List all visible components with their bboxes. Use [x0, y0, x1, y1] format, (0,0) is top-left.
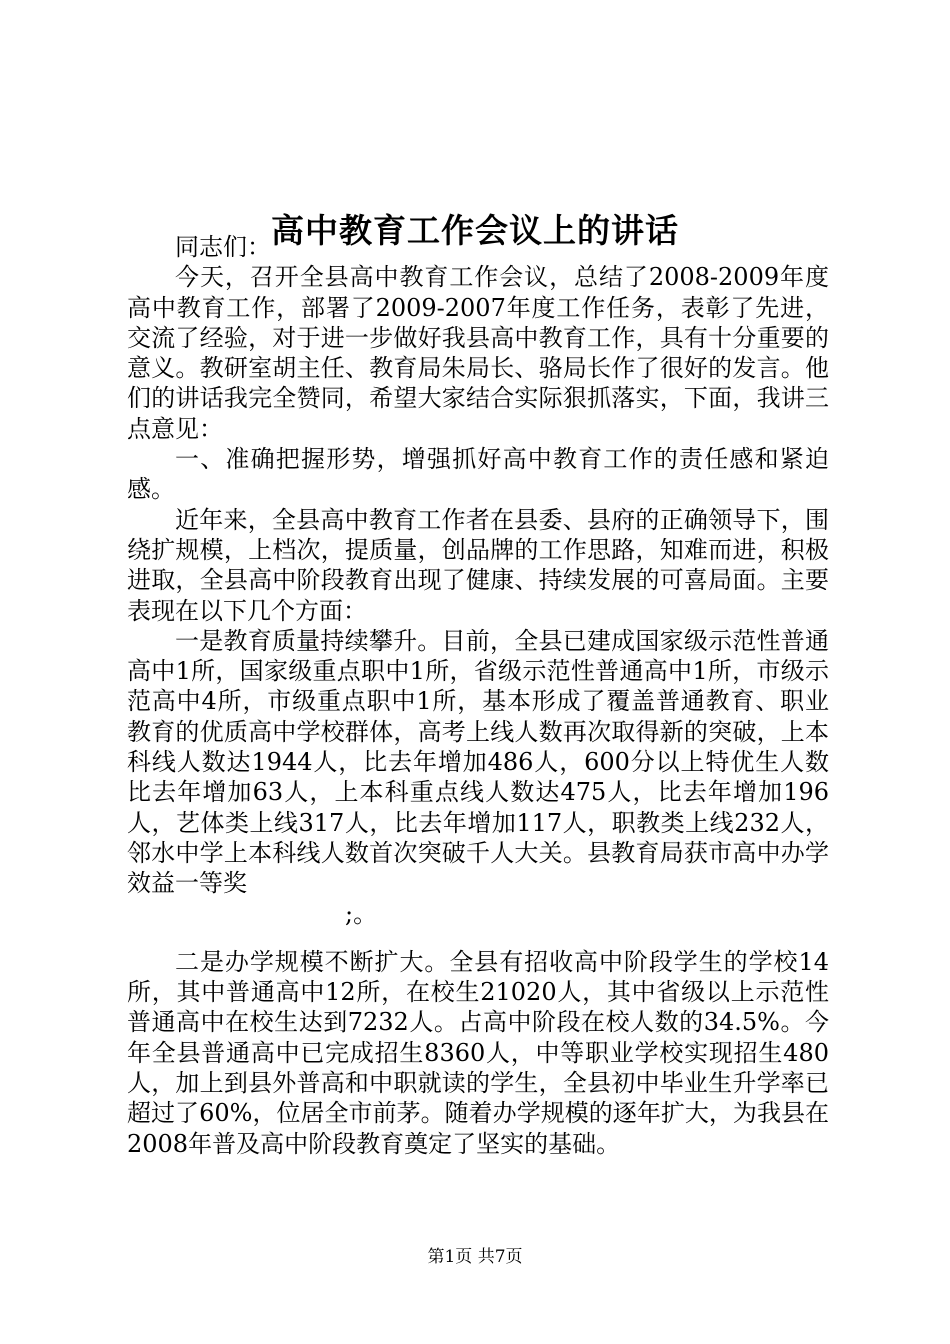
salutation-paragraph: 同志们：	[175, 233, 271, 261]
document-title: 高中教育工作会议上的讲话	[271, 211, 679, 251]
document-body	[127, 232, 829, 1159]
section-heading-1: 一、准确把握形势，增强抓好高中教育工作的责任感和紧迫感。	[127, 445, 829, 504]
opening-paragraph: 今天，召开全县高中教育工作会议，总结了2008-2009年度高中教育工作，部署了2009-2007年度工作任务，表彰了先进，交流了经验，对于进一步做好我县高中教育工作，具有十分重要的意义。教研室胡主任、教育局朱局长、骆局长作了很好的发言。他们的讲话我完全赞同，希望大家结合实际狠抓落实，下面，我讲三点意见：	[127, 263, 829, 443]
scale-paragraph: 二是办学规模不断扩大。全县有招收高中阶段学生的学校14所，其中普通高中12所，在校生21020人，其中省级以上示范性普通高中在校生达到7232人。占高中阶段在校人数的34.5%。今年全县普通高中已完成招生8360人，中等职业学校实现招生480人，加上到县外普高和中职就读的学生，全县初中毕业生升学率已超过了60%，位居全市前茅。随着办学规模的逐年扩大，为我县在2008年普及高中阶段教育奠定了坚实的基础。	[127, 947, 829, 1158]
page-footer: 第1页 共7页	[427, 1247, 523, 1267]
punctuation-fragment: ;。	[345, 899, 378, 928]
blank-line	[127, 929, 829, 947]
situation-paragraph: 近年来，全县高中教育工作者在县委、县府的正确领导下，围绕扩规模，上档次，提质量，创品牌的工作思路，知难而进，积极进取，全县高中阶段教育出现了健康、持续发展的可喜局面。主要表现在以下几个方面：	[127, 505, 829, 625]
quality-paragraph: 一是教育质量持续攀升。目前，全县已建成国家级示范性普通高中1所，国家级重点职中1所，省级示范性普通高中1所，市级示范高中4所，市级重点职中1所，基本形成了覆盖普通教育、职业教育的优质高中学校群体，高考上线人数再次取得新的突破，上本科线人数达1944人，比去年增加486人，600分以上特优生人数比去年增加63人，上本科重点线人数达475人，比去年增加196人，艺体类上线317人，比去年增加117人，职教类上线232人，邻水中学上本科线人数首次突破千人大关。县教育局获市高中办学效益一等奖	[127, 626, 829, 898]
